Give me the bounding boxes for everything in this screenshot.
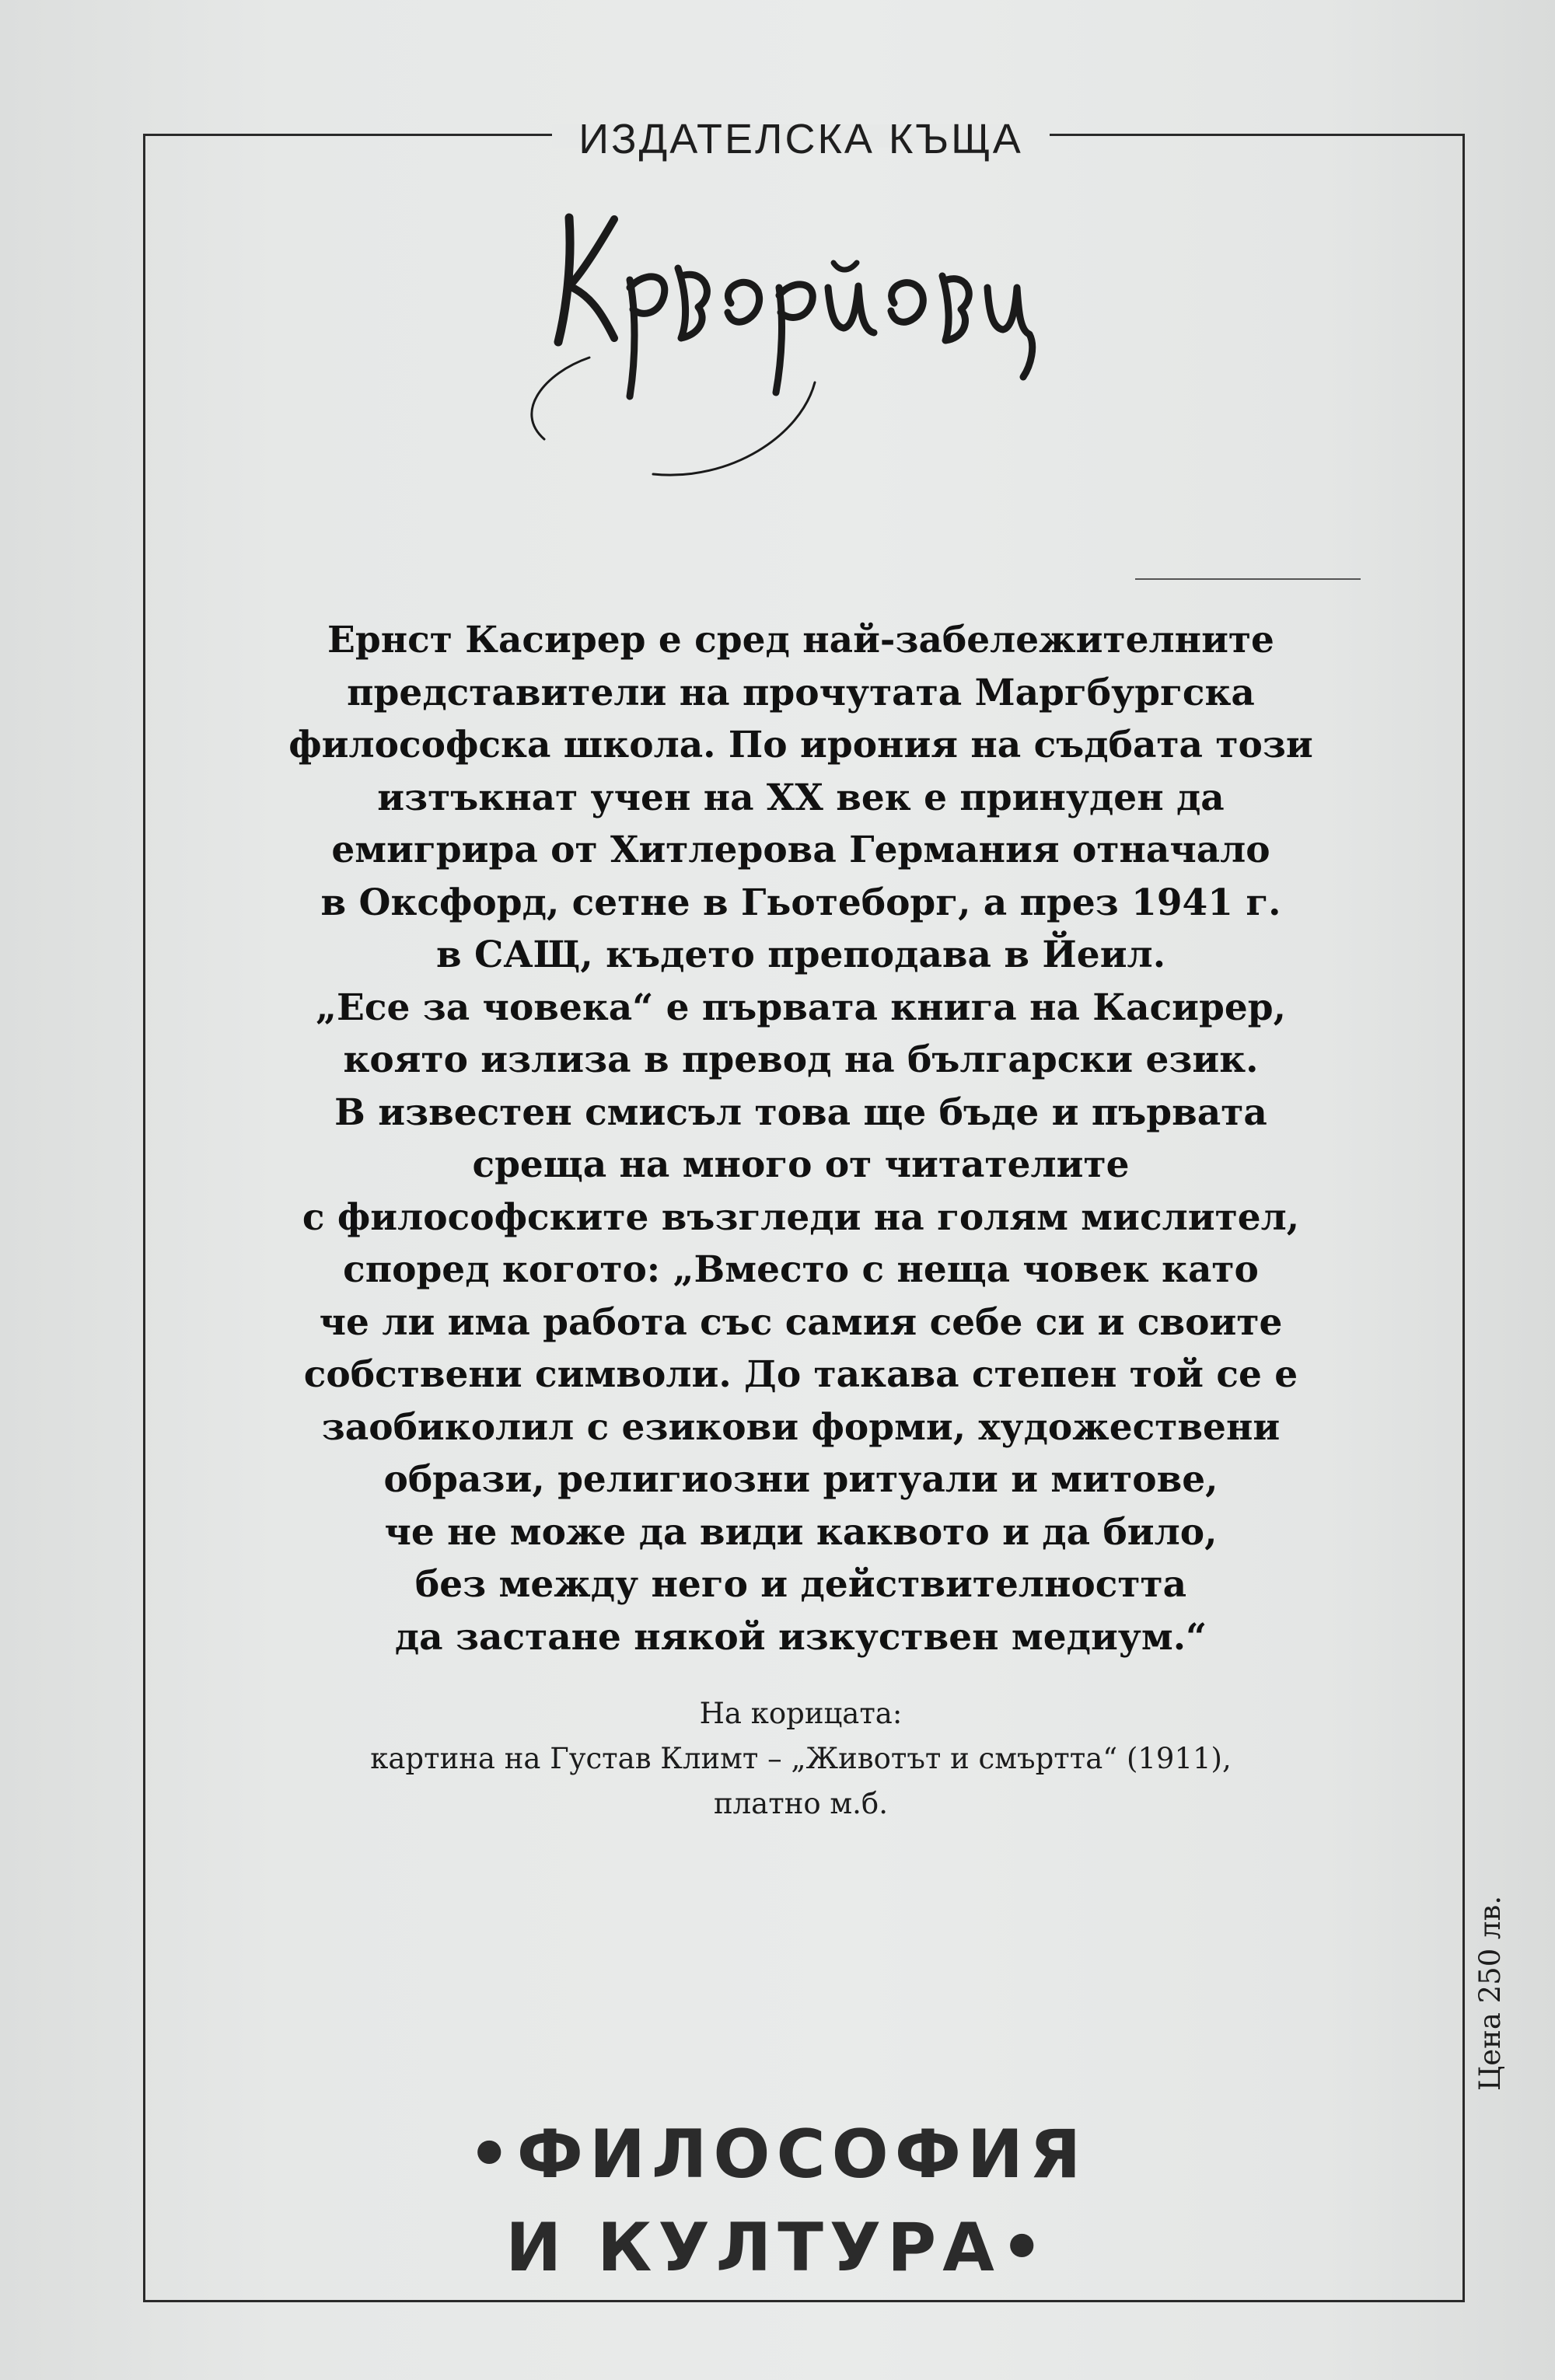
description-line: в Оксфорд, сетне в Гьотеборг, а през 1941 г. (320, 881, 1281, 924)
description-line: с философските възгледи на голям мислител, (302, 1195, 1300, 1239)
description-line: според когото: „Вместо с неща човек като (343, 1248, 1259, 1291)
description-line: да застане някой изкуствен медиум.“ (394, 1615, 1207, 1659)
description-line: образи, религиозни ритуали и митове, (383, 1458, 1218, 1501)
cover-note-label: На корицата: (699, 1697, 903, 1730)
description-line: В известен смисъл това ще бъде и първата (334, 1091, 1267, 1134)
description-line: заобиколил с езикови форми, художествени (321, 1405, 1281, 1449)
decorative-rule (1135, 578, 1361, 580)
description-line: че ли има работа със самия себе си и своите (319, 1300, 1283, 1344)
description-line: че не може да види каквото и да било, (384, 1510, 1218, 1554)
description-line: собствени символи. До такава степен той се е (303, 1353, 1298, 1396)
description-line: Ернст Касирер е сред най-забележителните (327, 619, 1274, 661)
description-line: представители на прочутата Маргбургска (347, 671, 1255, 714)
description-line: „Есе за човека“ е първата книга на Касирер, (315, 986, 1286, 1029)
publisher-signature-logo (498, 179, 1057, 521)
description-line: изтъкнат учен на XX век е принуден да (377, 776, 1225, 819)
series-title-line-2: И КУЛТУРА• (505, 2209, 1050, 2287)
description-line: в САЩ, където преподава в Йеил. (435, 934, 1166, 976)
description-line: философска школа. По ирония на съдбата този (288, 724, 1313, 766)
cover-note-painting: картина на Густав Климт – „Животът и смъртта“ (1911), (370, 1742, 1232, 1775)
description-line: среща на много от читателите (472, 1143, 1130, 1186)
description-line: която излиза в превод на български език. (343, 1038, 1259, 1081)
cover-note-medium: платно м.б. (714, 1787, 888, 1820)
publisher-heading: ИЗДАТЕЛСКА КЪЩА (578, 116, 1023, 162)
series-title-line-1: •ФИЛОСОФИЯ (467, 2116, 1088, 2193)
book-description (156, 614, 1446, 1663)
description-line: емигрира от Хитлерова Германия отначало (331, 829, 1270, 871)
price-label: Цена 250 лв. (1473, 1895, 1507, 2091)
cover-note (156, 1691, 1446, 1827)
description-line: без между него и действителността (414, 1563, 1187, 1606)
